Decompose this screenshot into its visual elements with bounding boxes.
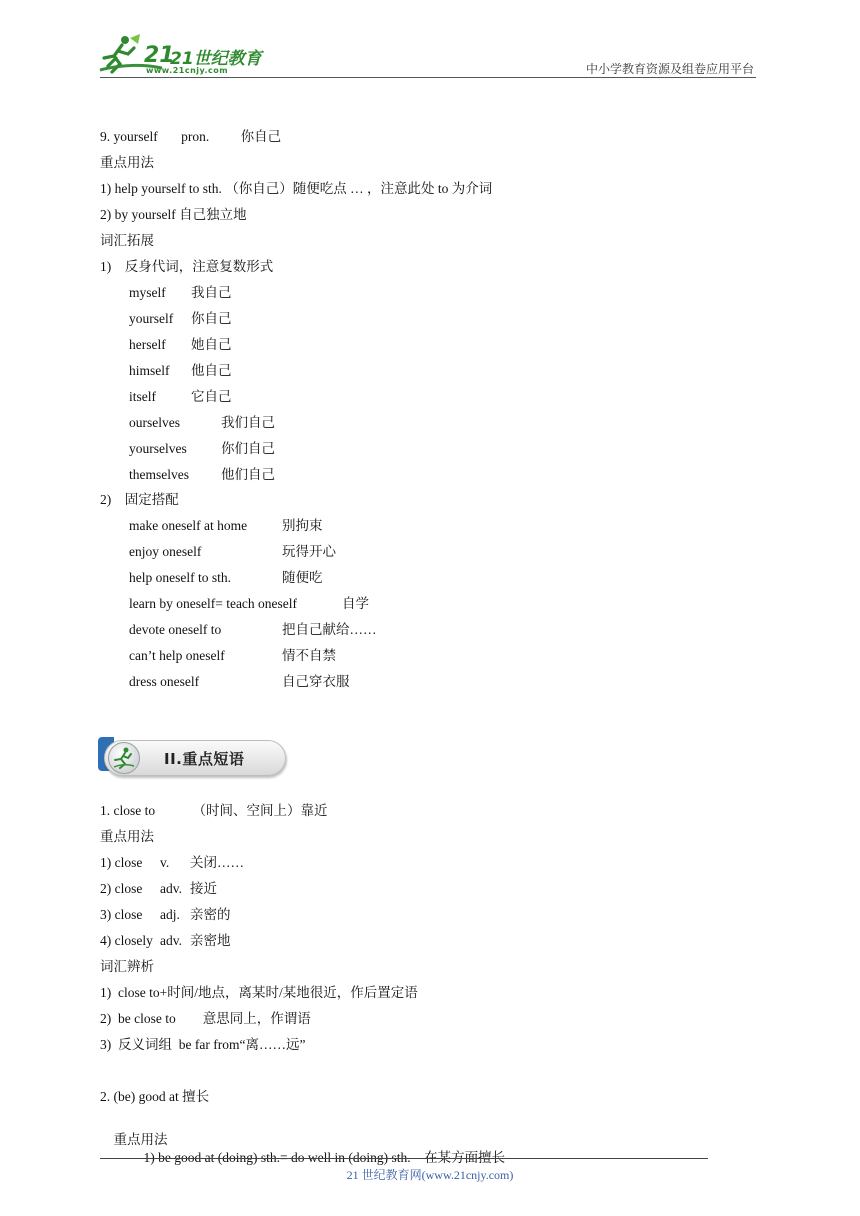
collocation-meaning: 自己穿衣服 (282, 674, 350, 689)
logo-text: 21世纪教育 (170, 49, 262, 69)
collocation-phrase: learn by oneself= teach oneself (129, 596, 298, 611)
collocation-row (129, 621, 377, 639)
collocation-phrase: help oneself to sth. (129, 570, 231, 585)
usage-pos: adv. (160, 881, 182, 896)
pronoun-meaning: 你自己 (191, 311, 232, 326)
pronoun-row (129, 414, 275, 432)
collocation-phrase: can’t help oneself (129, 648, 225, 663)
pronoun-meaning: 他自己 (191, 363, 232, 378)
close-usage-row (100, 880, 217, 898)
header-divider (100, 77, 756, 78)
entry-heading (100, 128, 281, 146)
pronoun-word: itself (129, 389, 156, 404)
collocation-meaning: 情不自禁 (282, 648, 336, 663)
collocation-meaning: 玩得开心 (282, 544, 336, 559)
collocation-meaning: 自学 (342, 596, 369, 611)
pronoun-word: herself (129, 337, 166, 352)
close-usage-row (100, 906, 231, 924)
logo-url: www.21cnjy.com (146, 66, 229, 75)
logo-number: 21 (144, 43, 175, 68)
pronoun-row (129, 440, 275, 458)
pronoun-meaning: 它自己 (191, 389, 232, 404)
pronoun-row (129, 388, 232, 406)
pronoun-row (129, 362, 232, 380)
analysis-line: 2) be close to 意思同上，作谓语 (100, 1011, 311, 1026)
collocation-row (129, 543, 336, 561)
pronoun-meaning: 我自己 (191, 285, 232, 300)
expand-label: 词汇拓展 (100, 233, 154, 248)
analysis-label: 词汇辨析 (100, 959, 154, 974)
entry-meaning: （时间、空间上）靠近 (192, 803, 328, 818)
usage-line: 1) help yourself to sth. （你自己）随便吃点 … ，注意此处 to 为介词 (100, 181, 493, 196)
entry-word: 9. yourself (100, 129, 158, 144)
usage-line: 2) by yourself 自己独立地 (100, 207, 247, 222)
usage-meaning: 亲密的 (190, 907, 231, 922)
collocation-row (129, 647, 336, 665)
usage-form: 4) closely (100, 933, 153, 948)
collocation-row (129, 673, 350, 691)
pronoun-word: ourselves (129, 415, 180, 430)
collocation-row (129, 569, 323, 587)
pronoun-word: yourselves (129, 441, 187, 456)
usage-form: 2) close (100, 881, 143, 896)
collocation-row (129, 517, 323, 535)
usage-meaning: 接近 (190, 881, 217, 896)
entry-heading (100, 802, 328, 820)
collocation-phrase: make oneself at home (129, 518, 248, 533)
footer-divider (100, 1158, 708, 1159)
usage-pos: adj. (160, 907, 180, 922)
collocation-phrase: dress oneself (129, 674, 200, 689)
collocation-meaning: 把自己献给…… (282, 622, 377, 637)
usage-meaning: 亲密地 (190, 933, 231, 948)
collocation-meaning: 随便吃 (282, 570, 323, 585)
usage-meaning: 关闭…… (190, 855, 244, 870)
pronoun-row (129, 310, 232, 328)
pronoun-meaning: 她自己 (191, 337, 232, 352)
pronoun-word: themselves (129, 467, 189, 482)
entry-heading: 2. (be) good at 擅长 (100, 1089, 210, 1104)
pronoun-meaning: 你们自己 (221, 441, 275, 456)
subsection-label: 1) 反身代词，注意复数形式 (100, 259, 274, 274)
analysis-line: 1) close to+时间/地点，离某时/某地很近，作后置定语 (100, 985, 418, 1000)
collocation-phrase: devote oneself to (129, 622, 222, 637)
usage-label: 重点用法 (113, 1132, 168, 1147)
entry-meaning: 你自己 (240, 129, 282, 144)
pronoun-row (129, 466, 275, 484)
collocation-meaning: 别拘束 (282, 518, 323, 533)
usage-label: 重点用法 (100, 155, 154, 170)
pronoun-row (129, 284, 232, 302)
collocation-phrase: enjoy oneself (129, 544, 202, 559)
badge-runner-icon (108, 742, 140, 774)
header-platform-text: 中小学教育资源及组卷应用平台 (585, 62, 754, 76)
entry-word: 1. close to (100, 803, 156, 818)
pronoun-meaning: 我们自己 (221, 415, 275, 430)
usage-pos: v. (160, 855, 170, 870)
analysis-line: 3) 反义词组 be far from“离……远” (100, 1037, 306, 1052)
subsection-label: 2) 固定搭配 (100, 492, 179, 507)
footer-text: 21 世纪教育网(www.21cnjy.com) (346, 1168, 514, 1182)
pronoun-word: himself (129, 363, 170, 378)
pronoun-meaning: 他们自己 (221, 467, 275, 482)
usage-form: 1) close (100, 855, 143, 870)
close-usage-row (100, 854, 244, 872)
pronoun-row (129, 336, 232, 354)
close-usage-row (100, 932, 231, 950)
collocation-row (129, 595, 369, 613)
pronoun-word: yourself (129, 311, 174, 326)
pronoun-word: myself (129, 285, 166, 300)
usage-pos: adv. (160, 933, 182, 948)
section-title: II.重点短语 (164, 750, 245, 768)
entry-pos: pron. (181, 129, 210, 144)
usage-label: 重点用法 (100, 829, 154, 844)
section-badge (98, 737, 288, 777)
usage-line: 1) be good at (doing) sth.= do well in (doing) sth. 在某方面擅长 (143, 1150, 506, 1165)
usage-form: 3) close (100, 907, 143, 922)
